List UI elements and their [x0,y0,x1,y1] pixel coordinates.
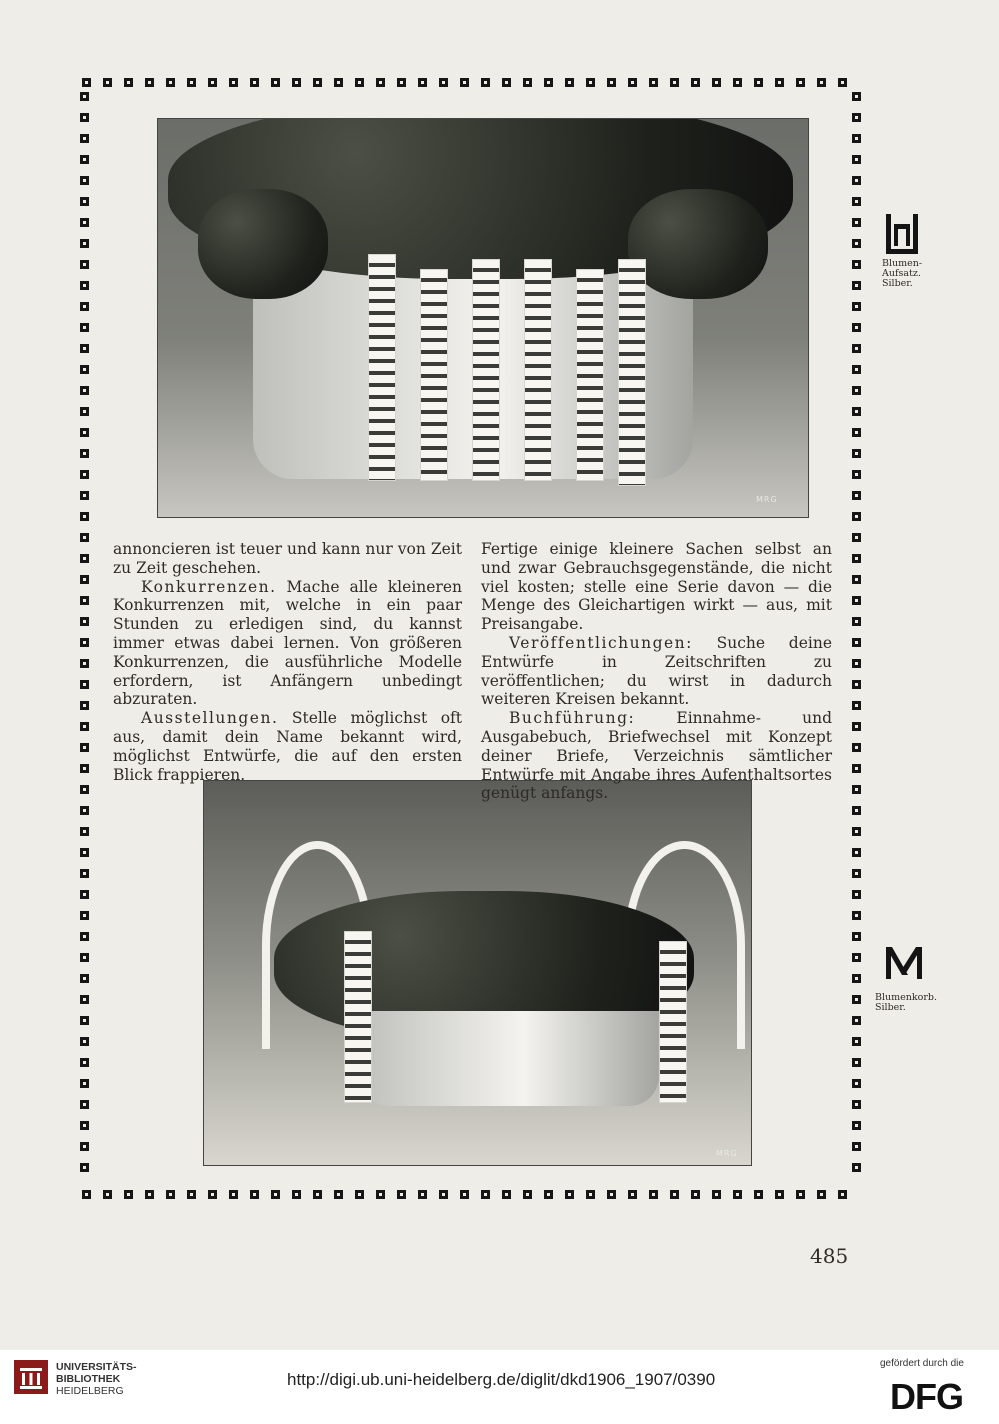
border-ornament [691,78,700,87]
border-ornament [817,78,826,87]
border-ornament [80,344,89,353]
border-ornament [852,134,861,143]
border-ornament [852,407,861,416]
border-ornament [852,1079,861,1088]
border-ornament [852,575,861,584]
border-bottom [76,1190,853,1199]
border-ornament [523,1190,532,1199]
border-ornament [796,1190,805,1199]
border-ornament [145,78,154,87]
border-ornament [481,1190,490,1199]
border-ornament [229,1190,238,1199]
border-ornament [852,890,861,899]
lead-word: Konkurrenzen. [141,577,277,596]
border-ornament [80,323,89,332]
border-ornament [523,78,532,87]
border-ornament [80,890,89,899]
dfg-logo[interactable]: DFG [890,1376,963,1417]
border-ornament [80,806,89,815]
border-ornament [852,932,861,941]
border-ornament [852,491,861,500]
basket-body [359,1011,659,1106]
border-ornament [80,239,89,248]
border-ornament [80,512,89,521]
border-ornament [80,1079,89,1088]
permalink-url[interactable]: http://digi.ub.uni-heidelberg.de/diglit/dkd1906_1907/0390 [287,1370,716,1389]
border-ornament [80,638,89,647]
border-ornament [80,827,89,836]
border-ornament [271,1190,280,1199]
border-ornament [628,78,637,87]
border-ornament [852,701,861,710]
paragraph-text: Mache alle kleineren Konkurrenzen mit, welche in ein paar Stunden zu erledigen sind, du kannst immer etwas dabei lernen. Von größeren Konkurrenzen, die ausführliche Modelle erfordern, ist Anfängern unbedingt abzuraten. [113,577,462,709]
lead-word: Buchführung: [509,709,636,728]
border-ornament [852,1163,861,1172]
border-ornament [460,1190,469,1199]
border-ornament [80,113,89,122]
border-ornament [852,1058,861,1067]
border-ornament [852,554,861,563]
border-ornament [355,78,364,87]
caption-line: Silber. [882,278,913,289]
border-ornament [80,575,89,584]
foliage [628,189,768,299]
border-ornament [481,78,490,87]
border-ornament [80,449,89,458]
border-ornament [852,218,861,227]
paragraph [113,578,462,710]
border-ornament [852,533,861,542]
border-ornament [313,78,322,87]
border-ornament [103,78,112,87]
pierced-strap [368,254,396,481]
border-ornament [418,78,427,87]
photo-flower-basket [203,780,752,1166]
border-ornament [80,680,89,689]
border-ornament [80,554,89,563]
border-ornament [852,386,861,395]
border-ornament [852,638,861,647]
border-ornament [439,78,448,87]
border-ornament [80,1058,89,1067]
border-ornament [313,1190,322,1199]
border-ornament [852,92,861,101]
border-ornament [852,827,861,836]
text-column-left [113,540,462,784]
border-ornament [80,995,89,1004]
border-ornament [852,1016,861,1025]
border-ornament [271,78,280,87]
border-ornament [852,869,861,878]
pierced-strap [659,941,687,1103]
border-ornament [80,134,89,143]
border-ornament [376,1190,385,1199]
border-ornament [712,1190,721,1199]
border-ornament [852,113,861,122]
border-ornament [691,1190,700,1199]
border-ornament [852,512,861,521]
border-ornament [852,449,861,458]
pierced-strap [576,269,604,481]
border-ornament [250,1190,259,1199]
border-ornament [397,78,406,87]
paragraph [481,634,832,709]
border-ornament [80,470,89,479]
border-ornament [80,365,89,374]
border-ornament [852,995,861,1004]
border-ornament [80,428,89,437]
border-ornament [80,1016,89,1025]
institution-line: UNIVERSITÄTS- [56,1361,137,1373]
border-ornament [80,701,89,710]
border-ornament [250,78,259,87]
border-ornament [80,764,89,773]
border-ornament [80,281,89,290]
caption-top [882,259,922,289]
border-ornament [852,806,861,815]
border-ornament [80,197,89,206]
border-ornament [80,260,89,269]
border-ornament [82,1190,91,1199]
border-ornament [852,239,861,248]
border-ornament [733,1190,742,1199]
caption-line: Aufsatz. [882,268,921,279]
border-ornament [145,1190,154,1199]
border-ornament [852,428,861,437]
institution-line: BIBLIOTHEK [56,1373,121,1385]
border-ornament [80,491,89,500]
paragraph: Fertige einige kleinere Sachen selbst an und zwar Gebrauchsgegenstände, die nicht viel kosten; stelle eine Serie davon — die Menge des Gleichartigen wirkt — aus, mit Preisangabe. [481,540,832,634]
border-ornament [80,218,89,227]
border-ornament [852,365,861,374]
sponsor-caption: gefördert durch die [880,1358,964,1369]
border-ornament [852,659,861,668]
border-ornament [852,1142,861,1151]
border-ornament [754,78,763,87]
border-ornament [796,78,805,87]
border-left [80,86,89,1178]
border-ornament [852,596,861,605]
caption-line: Silber. [875,1002,906,1013]
border-ornament [852,911,861,920]
border-ornament [852,176,861,185]
paragraph: annoncieren ist teuer und kann nur von Zeit zu Zeit geschehen. [113,540,462,577]
border-ornament [80,155,89,164]
border-ornament [852,281,861,290]
border-ornament [852,302,861,311]
pierced-strap [524,259,552,481]
page-number: 485 [810,1244,849,1268]
border-ornament [586,1190,595,1199]
border-ornament [852,155,861,164]
border-ornament [124,78,133,87]
border-ornament [103,1190,112,1199]
border-ornament [502,78,511,87]
paragraph [481,709,832,803]
border-ornament [502,1190,511,1199]
border-ornament [733,78,742,87]
border-ornament [852,617,861,626]
border-ornament [852,848,861,857]
border-ornament [544,1190,553,1199]
border-ornament [565,78,574,87]
pierced-strap [420,269,448,481]
border-ornament [817,1190,826,1199]
border-ornament [334,1190,343,1199]
border-ornament [852,722,861,731]
institution-name[interactable] [56,1361,137,1397]
university-library-logo-icon [14,1360,48,1394]
border-ornament [852,764,861,773]
border-ornament [166,78,175,87]
border-ornament [852,743,861,752]
photo-flower-centerpiece [157,118,809,518]
border-ornament [80,953,89,962]
designer-monogram-icon [885,213,919,255]
border-ornament [852,680,861,689]
border-ornament [292,78,301,87]
border-ornament [80,302,89,311]
caption-line: Blumen- [882,258,923,269]
border-ornament [607,1190,616,1199]
paragraph [113,709,462,784]
border-ornament [754,1190,763,1199]
lead-word: Ausstellungen. [141,709,279,728]
paragraph-text: Suche deine Entwürfe in Zeitschriften zu veröffentlichen; du wirst in dadurch weiteren Kreisen bekannt. [481,633,832,709]
caption-bottom [875,993,937,1013]
border-ornament [852,974,861,983]
border-ornament [838,78,847,87]
border-ornament [852,344,861,353]
border-ornament [439,1190,448,1199]
border-ornament [208,78,217,87]
border-ornament [852,785,861,794]
border-ornament [80,407,89,416]
border-ornament [852,1037,861,1046]
border-ornament [80,722,89,731]
border-ornament [397,1190,406,1199]
border-ornament [852,953,861,962]
border-ornament [355,1190,364,1199]
border-ornament [80,1163,89,1172]
border-ornament [852,323,861,332]
border-ornament [852,1121,861,1130]
border-ornament [775,78,784,87]
border-ornament [80,932,89,941]
text-column-right [481,540,832,803]
border-ornament [649,1190,658,1199]
border-top [76,78,853,87]
border-ornament [80,176,89,185]
border-ornament [80,1142,89,1151]
border-ornament [852,470,861,479]
border-ornament [670,78,679,87]
border-ornament [80,596,89,605]
border-ornament [852,197,861,206]
border-ornament [80,869,89,878]
border-ornament [586,78,595,87]
border-ornament [80,974,89,983]
border-ornament [460,78,469,87]
border-ornament [80,92,89,101]
border-ornament [334,78,343,87]
border-ornament [80,785,89,794]
border-ornament [649,78,658,87]
border-ornament [80,1037,89,1046]
border-right [852,86,861,1178]
border-ornament [292,1190,301,1199]
border-ornament [712,78,721,87]
border-ornament [80,386,89,395]
border-ornament [166,1190,175,1199]
lead-word: Veröffentlichungen: [509,633,693,652]
border-ornament [80,743,89,752]
border-ornament [187,1190,196,1199]
border-ornament [376,78,385,87]
border-ornament [80,617,89,626]
border-ornament [418,1190,427,1199]
border-ornament [80,1100,89,1109]
paragraph-text: Einnahme- und Ausgabebuch, Briefwechsel mit Konzept deiner Briefe, Verzeichnis sämtlicher Entwürfe mit Angabe ihres Aufenthaltsortes genügt anfangs. [481,709,832,803]
border-ornament [852,260,861,269]
border-ornament [187,78,196,87]
border-ornament [607,78,616,87]
border-ornament [80,911,89,920]
border-ornament [852,1100,861,1109]
pierced-strap [472,259,500,481]
maker-monogram-icon [884,945,924,981]
border-ornament [80,533,89,542]
pierced-strap [344,931,372,1103]
border-ornament [628,1190,637,1199]
border-ornament [775,1190,784,1199]
border-ornament [80,848,89,857]
photo-monogram: MRG [716,1149,738,1158]
border-ornament [208,1190,217,1199]
border-ornament [229,78,238,87]
paragraph-text: Stelle möglichst oft aus, damit dein Name bekannt wird, möglichst Entwürfe, die auf den ersten Blick frappieren. [113,709,462,784]
border-ornament [838,1190,847,1199]
border-ornament [124,1190,133,1199]
border-ornament [80,1121,89,1130]
caption-line: Blumenkorb. [875,992,938,1003]
institution-line: HEIDELBERG [56,1385,124,1397]
border-ornament [544,78,553,87]
foliage [198,189,328,299]
border-ornament [565,1190,574,1199]
pierced-strap [618,259,646,486]
border-ornament [80,659,89,668]
border-ornament [670,1190,679,1199]
photo-monogram: MRG [756,495,778,504]
